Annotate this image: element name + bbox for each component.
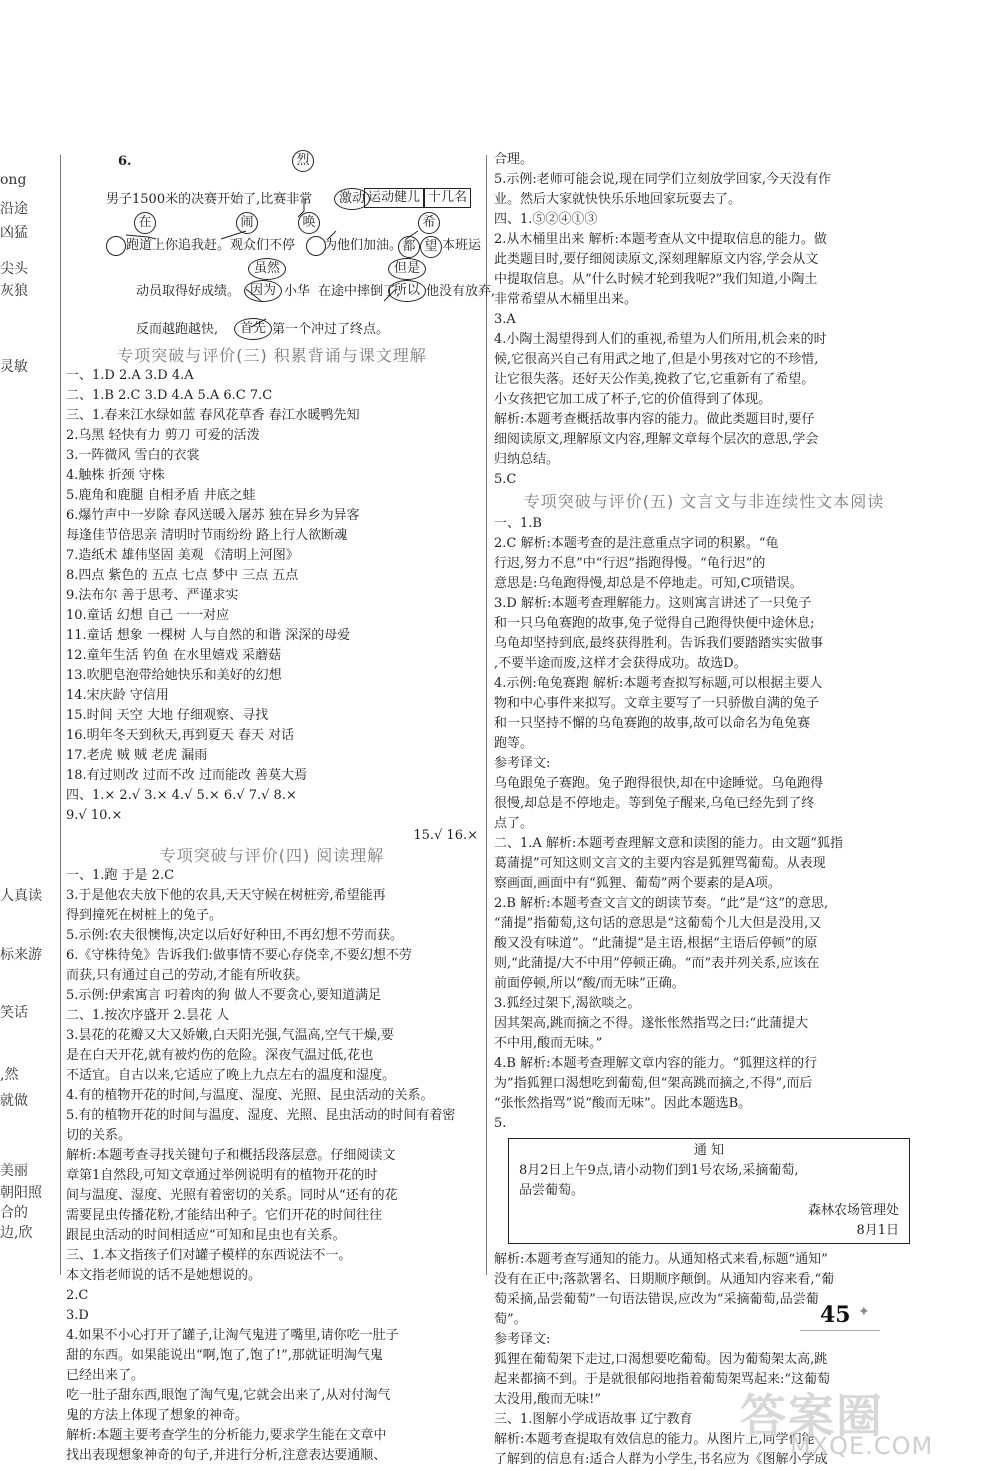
answer-line: 是在白天开花,就有被灼伤的危险。深夜气温过低,花也: [66, 1048, 374, 1063]
answer-line: 行迟,努力不息”中“行迟”指跑得慢。“龟行迟”的: [494, 556, 766, 571]
answer-line: 三、1.春来江水绿如蓝 春风花草香 春江水暖鸭先知: [66, 408, 360, 423]
answer-line: 5.示例:老师可能会说,现在同学们立刻放学回家,今天没有作: [494, 172, 832, 187]
answer-line: 4.有的植物开花的时间,与温度、湿度、光照、昆虫活动的关系。: [66, 1088, 434, 1103]
answer-line: 解析:本题主要考查学生的分析能力,要求学生能在文章中: [66, 1428, 387, 1443]
section-3-tail: 15.√ 16.×: [413, 828, 478, 843]
section-3-answers: [66, 366, 478, 826]
q6-row3-c: 在途中摔倒了,: [318, 284, 401, 299]
left-page-fragment: ong: [0, 172, 27, 188]
circle-huan: 唤: [298, 212, 320, 234]
q6-row3-d: 他没有放弃,: [426, 284, 496, 299]
answer-line: 2.C 解析:本题考查的是注意重点字词的积累。“龟: [494, 536, 779, 551]
answer-line: 和一只坚持不懈的乌龟赛跑的故事,故可以命名为龟兔赛: [494, 716, 811, 731]
answer-line: 起来都摘不到。于是就很郁闷地指着葡萄架骂起来:“这葡萄: [494, 1372, 831, 1387]
answer-line: 则,“此蒲提/大不中用”停顿正确。“而”表并列关系,应该在: [494, 956, 820, 971]
answer-line: 5.有的植物开花的时间与温度、湿度、光照、昆虫活动的时间有着密: [66, 1108, 456, 1123]
section-4-answers: [66, 866, 478, 1466]
q6-label: 6.: [118, 154, 132, 169]
q6-row3-a: 动员取得好成绩。: [136, 284, 241, 299]
answer-line: 9.法布尔 善于思考、严谨求实: [66, 588, 239, 603]
answer-line: 章第1自然段,可知文章通过举例说明有的植物开花的时: [66, 1168, 378, 1183]
answer-line: 得到撞死在树桩上的兔子。: [66, 908, 223, 923]
answer-line: 16.明年冬天到秋天,再到夏天 春天 对话: [66, 728, 295, 743]
answer-line: ,不要半途而废,这样才会获得成功。故选D。: [494, 656, 747, 671]
section-heading-5: 专项突破与评价(五) 文言文与非连续性文本阅读: [523, 492, 885, 511]
notice-box: [508, 1138, 910, 1244]
answer-line: 3.一阵微风 雪白的衣裳: [66, 448, 200, 463]
column-divider-center: [486, 155, 487, 1275]
section-heading-4: 专项突破与评价(四) 阅读理解: [159, 846, 385, 865]
answer-line: 归纳总结。: [494, 452, 560, 467]
answer-line: 2.从木桶里出来 解析:本题考查从文中提取信息的能力。做: [494, 232, 827, 247]
watermark-logo: 答案圈: [740, 1389, 884, 1443]
answer-line: 15.时间 天空 大地 仔细观察、寻找: [66, 708, 269, 723]
answer-line: 解析:本题考查概括故事内容的能力。做此类题目时,要仔: [494, 412, 815, 427]
answer-line: 6.《守株待兔》告诉我们:做事情不要心存侥幸,不要幻想不劳: [66, 948, 412, 963]
answer-line: 每逢佳节倍思亲 清明时节雨纷纷 路上行人欲断魂: [66, 528, 348, 543]
answer-line: 需要昆虫传播花粉,才能结出种子。它们开花的时间往往: [66, 1208, 383, 1223]
answer-line: 业。然后大家就快快乐乐地回家玩耍去了。: [494, 192, 742, 207]
answer-line: 二、1.A 解析:本题考查理解文意和读图的能力。由文题“狐指: [494, 836, 843, 851]
answer-line: “蒲提”指葡萄,这句话的意思是“这葡萄个儿大但是没用,又: [494, 916, 822, 931]
left-column: [66, 150, 496, 1466]
answer-line: 物和中心事件来拟写。文章主要写了一只骄傲自满的兔子: [494, 696, 820, 711]
q6-row4-b: 第一个冲过了终点。: [272, 322, 390, 337]
star-ornament-icon: ✦: [858, 1304, 870, 1320]
answer-line: 间与温度、湿度、光照有着密切的关系。同时从“还有的花: [66, 1188, 398, 1203]
answer-line: 细阅读原文,理解原文内容,理解文章每个层次的意思,学会: [494, 432, 819, 447]
answer-line: 5.鹿角和鹿腿 自相矛盾 井底之蛙: [66, 488, 256, 503]
answer-line: 9.√ 10.×: [66, 808, 123, 823]
circle-jidong: 激动: [334, 188, 370, 210]
answer-line: 2.乌黑 轻快有力 剪刀 可爱的活泼: [66, 428, 260, 443]
answer-line: 了解到的信息有:适合人群为小学生,书名应为《图解小学成: [494, 1452, 828, 1467]
answer-line: 葛蒲提”可知这则文言文的主要内容是狐狸骂葡萄。从表现: [494, 856, 826, 871]
answer-line: 已经出来了。: [66, 1368, 145, 1383]
answer-line: 6.爆竹声中一岁除 春风送暖入屠苏 独在异乡为异客: [66, 508, 360, 523]
right-column: [494, 150, 914, 1470]
answer-line: 四、1.× 2.√ 3.× 4.√ 5.× 6.√ 7.√ 8.×: [66, 788, 297, 803]
q6-figure: [66, 150, 496, 346]
answer-line: 为”指狐狸口渴想吃到葡萄,但“架高跳而摘之,不得”,而后: [494, 1076, 813, 1091]
left-page-fragment: 沿途: [0, 201, 28, 217]
circle-nao: 闹: [236, 212, 258, 234]
left-page-fragment: 灵敏: [0, 359, 28, 375]
answer-line: 点了。: [494, 816, 534, 831]
answer-line: 参考译文:: [494, 756, 551, 771]
answer-line: 5.示例:伊索寓言 叼着肉的狗 做人不要贪心,要知道满足: [66, 988, 382, 1003]
answer-line: 4.B 解析:本题考查理解文章内容的能力。“狐狸这样的行: [494, 1056, 818, 1071]
answer-line: 5.C: [494, 472, 517, 487]
answer-line: 鬼的方法上体现了想象的神奇。: [66, 1408, 249, 1423]
circle-lie: 烈: [292, 150, 314, 172]
answer-line: 酸又没有味道”。“此蒲提”是主语,根据“主语后停顿”的原: [494, 936, 818, 951]
left-page-fragment: 边,欣: [0, 1225, 33, 1241]
answer-line: 18.有过则改 过而不改 过而能改 善莫大焉: [66, 768, 308, 783]
answer-line: 一、1.B: [494, 516, 542, 531]
answer-line: 三、1.图解小学成语故事 辽宁教育: [494, 1412, 693, 1427]
answer-line: 吃一肚子甜东西,眼饱了淘气鬼,它就会出来了,从对付淘气: [66, 1388, 391, 1403]
answer-line: 解析:本题考查寻找关键句子和概括段落层意。仔细阅读文: [66, 1148, 396, 1163]
answer-line: 合理。: [494, 152, 534, 167]
circle-yinwei: 因为: [244, 280, 282, 302]
right-answers-part2: [494, 514, 914, 1134]
answer-line: 12.童年生活 钓鱼 在水里嬉戏 采蘑菇: [66, 648, 282, 663]
answer-line: 解析:本题考查提取有效信息的能力。从图片上,同学们能: [494, 1432, 815, 1447]
circle-zai: 在: [134, 212, 156, 234]
left-page-fragment: 美丽: [0, 1163, 28, 1179]
page-number: 45: [820, 1302, 851, 1328]
answer-line: 5.示例:农夫很懊悔,决定以后好好种田,不再幻想不劳而获。: [66, 928, 404, 943]
answer-line: 一、1.D 2.A 3.D 4.A: [66, 368, 194, 383]
answer-line: 4.小陶土渴望得到人们的重视,希望为人们所用,机会来的时: [494, 332, 827, 347]
left-page-fragment: 凶猛: [0, 225, 28, 241]
answer-line: 解析:本题考查写通知的能力。从通知格式来看,标题“通知”: [494, 1252, 828, 1267]
notice-date: 8月1日: [856, 1223, 899, 1238]
answer-line: 13.吹肥皂泡带给她快乐和美好的幻想: [66, 668, 282, 683]
answer-line: 一、1.跑 于是 2.C: [66, 868, 175, 883]
column-divider-left: [60, 155, 61, 1275]
circle-danshi: 但是: [388, 258, 426, 280]
answer-line: 切的关系。: [66, 1128, 132, 1143]
left-page-fragment: 尖头: [0, 261, 28, 277]
answer-line: 不中用,酸而无味。”: [494, 1036, 603, 1051]
page-number-rule: [800, 1330, 880, 1331]
answer-line: 让它很失落。还好天公作美,挽救了它,它重新有了希望。: [494, 372, 815, 387]
answer-line: 察画面,画面中有“狐狸、葡萄”两个要素的是A项。: [494, 876, 781, 891]
circle-xi: 希: [418, 212, 440, 234]
left-page-fragment: 笑话: [0, 1005, 28, 1021]
answer-line: 萄采摘,品尝葡萄”一句语法错误,应改为“采摘葡萄,品尝葡: [494, 1292, 819, 1307]
notice-sign: 森林农场管理处: [807, 1203, 899, 1218]
answer-line: 5.: [494, 1116, 507, 1131]
answer-line: 非常希望从木桶里出来。: [494, 292, 638, 307]
answer-line: 17.老虎 贼 贼 老虎 漏雨: [66, 748, 208, 763]
answer-line: 二、1.B 2.C 3.D 4.A 5.A 6.C 7.C: [66, 388, 273, 403]
watermark-url: MXQE.COM: [790, 1432, 934, 1460]
answer-line: 候,它很高兴自己有用武之地了,但是小男孩对它的不珍惜,: [494, 352, 819, 367]
answer-line: 4.示例:龟兔赛跑 解析:本题考查拟写标题,可以根据主要人: [494, 676, 823, 691]
circle-suiran: 虽然: [248, 258, 286, 280]
right-answers-part1: [494, 150, 914, 490]
answer-line: 2.C: [66, 1288, 89, 1303]
answer-line: 跟昆虫活动的时间相适应”可知和昆虫也有关系。: [66, 1228, 346, 1243]
answer-line: 很慢,却总是不停地走。等到兔子醒来,乌龟已经先到了终: [494, 796, 815, 811]
section-heading-3: 专项突破与评价(三) 积累背诵与课文理解: [117, 346, 427, 365]
q6-row2-b: 为他们加油。: [324, 238, 403, 253]
q6-row2-a: 跑道上你追我赶。观众们不停: [126, 238, 296, 253]
answer-line: 乌龟却坚持到底,最终获得胜利。告诉我们要踏踏实实做事: [494, 636, 824, 651]
answer-line: 和一只乌龟赛跑的故事,兔子觉得自己跑得快便中途休息;: [494, 616, 815, 631]
answer-line: 二、1.按次序盛开 2.昙花 人: [66, 1008, 230, 1023]
left-page-fragment: 人真读: [0, 888, 42, 904]
q6-row2-c: 本班运: [442, 238, 482, 253]
answer-line: 意思是:乌龟跑得慢,却总是不停地走。可知,C项错误。: [494, 576, 803, 591]
answer-line: 3.D 解析:本题考查理解能力。这则寓言讲述了一只兔子: [494, 596, 812, 611]
answer-line: 中提取信息。从“什么时候才轮到我呢?”我们知道,小陶土: [494, 272, 818, 287]
notice-body-2: 品尝葡萄。: [519, 1183, 585, 1198]
answer-line: 不适宜。自古以来,它适应了晚上九点左右的温度和湿度。: [66, 1068, 396, 1083]
circle-huan2: [306, 236, 326, 256]
box-shijiming: 十几名: [424, 188, 471, 208]
answer-line: 乌龟跟兔子赛跑。兔子跑得很快,却在中途睡觉。乌龟跑得: [494, 776, 824, 791]
answer-line: 7.造纸术 雄伟坚固 美观 《清明上河图》: [66, 548, 299, 563]
circle-nao2: [106, 236, 126, 256]
answer-line: 小女孩把它加工成了杯子,它的价值得到了体现。: [494, 392, 772, 407]
q6-row4-a: 反而越跑越快,: [136, 322, 219, 337]
answer-line: 4.如果不小心打开了罐子,让淘气鬼进了嘴里,请你吃一肚子: [66, 1328, 399, 1343]
answer-line: 三、1.本文指孩子们对罐子模样的东西说法不一。: [66, 1248, 352, 1263]
circle-shouxian: 首先: [234, 318, 272, 340]
answer-line: 萄”。: [494, 1312, 527, 1327]
answer-line: 找出表现想象神奇的句子,并进行分析,注意表达要通顺、: [66, 1448, 387, 1463]
q6-row3-b: 小华: [284, 284, 311, 299]
answer-line: 太没用,酸而无味!”: [494, 1392, 602, 1407]
left-page-fragment: ,然: [0, 1067, 19, 1083]
left-page-fragment: 标来游: [0, 947, 42, 963]
box-yundongjianer: 运动健儿: [364, 188, 424, 208]
answer-line: 前面停顿,所以“酸/而无味”正确。: [494, 976, 685, 991]
answer-line: 10.童话 幻想 自己 一一对应: [66, 608, 230, 623]
answer-line: 8.四点 紫色的 五点 七点 梦中 三点 五点: [66, 568, 299, 583]
answer-line: 11.童话 想象 一棵树 人与自然的和谐 深深的母爱: [66, 628, 351, 643]
answer-line: 本文指老师说的话不是她想说的。: [66, 1268, 262, 1283]
answer-line: “张怅然指骂”说“酸而无味”。因此本题选B。: [494, 1096, 752, 1111]
answer-line: 3.A: [494, 312, 516, 327]
answer-line: 狐狸在葡萄架下走过,口渴想要吃葡萄。因为葡萄架太高,跳: [494, 1352, 828, 1367]
left-page-fragment: 灰狼: [0, 283, 28, 299]
answer-line: 参考译文:: [494, 1332, 551, 1347]
answer-line: 此类题目时,要仔细阅读原文,深刻理解原文内容,学会从文: [494, 252, 819, 267]
answer-line: 4.触株 折颈 守株: [66, 468, 165, 483]
answer-line: 3.D: [66, 1308, 89, 1323]
notice-title: 通 知: [693, 1143, 725, 1158]
circle-dou: 都: [398, 236, 420, 258]
answer-line: 四、1.⑤②④①③: [494, 212, 598, 227]
left-page-fragment: 朝阳照: [0, 1185, 42, 1201]
answer-line: 没有在正中;落款署名、日期顺序颠倒。从通知内容来看,“葡: [494, 1272, 835, 1287]
section-3-tail-row: [66, 826, 478, 846]
circle-suoyi: 所以: [388, 280, 426, 302]
answer-line: 因其架高,跳而摘之不得。遂怅怅然指骂之曰:“此蒲提大: [494, 1016, 809, 1031]
answer-line: 3.于是他农夫放下他的农具,天天守候在树桩旁,希望能再: [66, 888, 386, 903]
left-page-fragment: 就做: [0, 1093, 28, 1109]
answer-line: 跑等。: [494, 736, 534, 751]
left-page-fragment: 合的: [0, 1205, 28, 1221]
circle-wang: 望: [420, 236, 442, 258]
answer-line: 3.狐经过架下,渴欲啖之。: [494, 996, 641, 1011]
answer-line: 3.昙花的花瓣又大又娇嫩,白天阳光强,气温高,空气干燥,要: [66, 1028, 394, 1043]
answer-line: 14.宋庆龄 守信用: [66, 688, 169, 703]
answer-line: 甜的东西。如果能说出“啊,饱了,饱了!”,那就证明淘气鬼: [66, 1348, 383, 1363]
q6-row1: 男子1500米的决赛开始了,比赛非常: [106, 192, 313, 207]
answer-line: 而获,只有通过自己的劳动,才能有所收获。: [66, 968, 309, 983]
notice-body-1: 8月2日上午9点,请小动物们到1号农场,采摘葡萄,: [519, 1163, 799, 1178]
answer-line: 2.B 解析:本题考查文言文的朗读节奏。“此”是“这”的意思,: [494, 896, 829, 911]
